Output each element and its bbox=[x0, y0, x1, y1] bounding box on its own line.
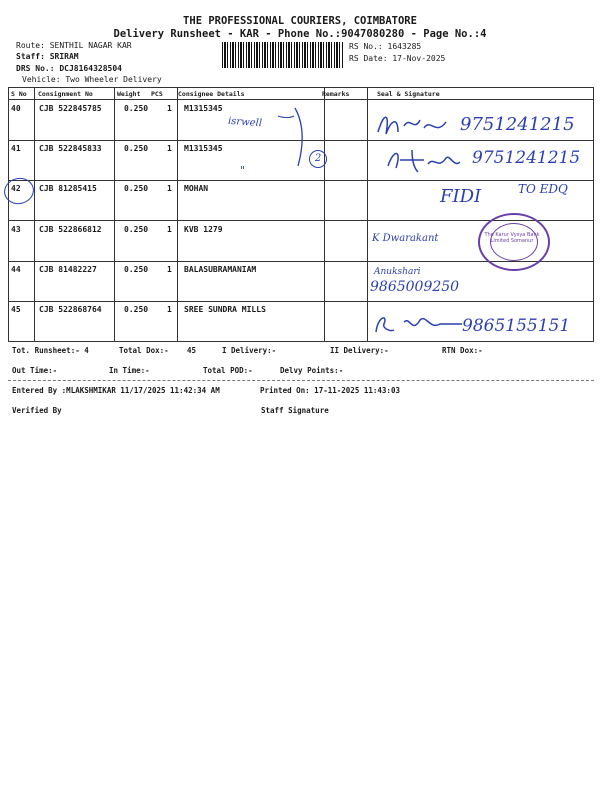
signature-row44: Anukshari bbox=[374, 267, 421, 277]
row-divider bbox=[8, 180, 594, 181]
row-consignee: SREE SUNDRA MILLS bbox=[184, 305, 266, 314]
signature-row42: FIDI bbox=[440, 186, 482, 207]
row-pcs: 1 bbox=[167, 305, 172, 314]
runsheet-subtitle: Delivery Runsheet - KAR - Phone No.:9047080280 - Page No.:4 bbox=[113, 28, 487, 40]
col-header-consignee: Consignee Details bbox=[178, 90, 245, 98]
row-consignee: M1315345 bbox=[184, 104, 223, 113]
total-dox-value: 45 bbox=[187, 346, 197, 355]
col-header-pcs: PCS bbox=[151, 90, 163, 98]
row-consignee: KVB 1279 bbox=[184, 225, 223, 234]
out-time-label: Out Time:- bbox=[12, 366, 58, 375]
row-sno: 43 bbox=[11, 225, 21, 234]
row-sno: 40 bbox=[11, 104, 21, 113]
total-dox-label: Total Dox:- bbox=[119, 346, 169, 355]
row-weight: 0.250 bbox=[124, 144, 149, 153]
row-pcs: 1 bbox=[167, 144, 172, 153]
row-weight: 0.250 bbox=[124, 305, 149, 314]
verified-by-label: Verified By bbox=[12, 406, 62, 415]
total-pod-label: Total POD:- bbox=[203, 366, 253, 375]
table-header-border bbox=[8, 99, 594, 100]
row-consignment-no: CJB 81285415 bbox=[39, 184, 97, 193]
table-bottom-border bbox=[8, 341, 594, 342]
handwritten-mark-row41: 2 bbox=[309, 150, 327, 168]
entered-by: Entered By :MLAKSHMIKAR 11/17/2025 11:42:34 AM bbox=[12, 386, 220, 395]
phone-row44: 9865009250 bbox=[370, 279, 460, 295]
row-consignee: MOHAN bbox=[184, 184, 209, 193]
footer-divider bbox=[8, 380, 594, 381]
col-divider bbox=[177, 87, 178, 341]
signature-phone-row40: 9751241215 bbox=[460, 114, 575, 135]
col-header-weight: Weight bbox=[117, 90, 141, 98]
col-divider bbox=[34, 87, 35, 341]
rs-date-label: RS Date: 17-Nov-2025 bbox=[349, 54, 446, 63]
i-delivery-label: I Delivery:- bbox=[222, 346, 277, 355]
col-divider bbox=[114, 87, 115, 341]
row-weight: 0.250 bbox=[124, 104, 149, 113]
signature-row41 bbox=[384, 146, 464, 176]
row-consignment-no: CJB 81482227 bbox=[39, 265, 97, 274]
barcode bbox=[222, 42, 344, 68]
staff-signature-label: Staff Signature bbox=[261, 406, 329, 415]
rs-no-label: RS No.: 1643285 bbox=[349, 42, 422, 51]
rtn-dox-label: RTN Dox:- bbox=[442, 346, 483, 355]
col-divider bbox=[367, 87, 368, 341]
row-consignment-no: CJB 522868764 bbox=[39, 305, 102, 314]
row-consignment-no: CJB 522845785 bbox=[39, 104, 102, 113]
signature-row43: K Dwarakant bbox=[372, 233, 439, 244]
col-divider bbox=[593, 87, 594, 341]
row-pcs: 1 bbox=[167, 184, 172, 193]
col-header-consignment: Consignment No bbox=[38, 90, 93, 98]
row-sno: 44 bbox=[11, 265, 21, 274]
row-sno: 45 bbox=[11, 305, 21, 314]
col-divider bbox=[8, 87, 9, 341]
handwritten-note-row40: isrwell bbox=[227, 115, 263, 130]
row-sno: 42 bbox=[11, 184, 21, 193]
bank-seal-text: The Karur Vysya Bank Limited Somanur bbox=[484, 232, 540, 244]
route-label: Route: SENTHIL NAGAR KAR bbox=[16, 41, 132, 50]
printed-on: Printed On: 17-11-2025 11:43:03 bbox=[260, 386, 400, 395]
ii-delivery-label: II Delivery:- bbox=[330, 346, 389, 355]
row-pcs: 1 bbox=[167, 104, 172, 113]
signature-phone-row41: 9751241215 bbox=[472, 148, 581, 168]
row-consignee: BALASUBRAMANIAM bbox=[184, 265, 257, 274]
company-title: THE PROFESSIONAL COURIERS, COIMBATORE bbox=[183, 15, 417, 27]
signature-row40 bbox=[374, 108, 454, 142]
row-pcs: 1 bbox=[167, 225, 172, 234]
row-weight: 0.250 bbox=[124, 184, 149, 193]
col-header-remarks: Remarks bbox=[322, 90, 350, 98]
vehicle-label: Vehicle: Two Wheeler Delivery bbox=[22, 75, 162, 84]
table-top-border bbox=[8, 87, 594, 88]
phone-row45: 9865155151 bbox=[462, 316, 571, 336]
row-weight: 0.250 bbox=[124, 225, 149, 234]
delvy-points-label: Delvy Points:- bbox=[280, 366, 344, 375]
row-consignment-no: CJB 522866812 bbox=[39, 225, 102, 234]
col-header-sno: S No bbox=[11, 90, 27, 98]
total-runsheet: Tot. Runsheet:- 4 bbox=[12, 346, 89, 355]
row-sno: 41 bbox=[11, 144, 21, 153]
row-consignment-no: CJB 522845833 bbox=[39, 144, 102, 153]
row-weight: 0.250 bbox=[124, 265, 149, 274]
remark-row42: TO EDQ bbox=[518, 182, 568, 196]
in-time-label: In Time:- bbox=[109, 366, 150, 375]
row-pcs: 1 bbox=[167, 265, 172, 274]
signature-row45 bbox=[370, 310, 470, 338]
row-divider bbox=[8, 301, 594, 302]
col-header-seal-signature: Seal & Signature bbox=[377, 90, 440, 98]
handwritten-ditto-mark: " bbox=[240, 164, 246, 177]
row-consignee: M1315345 bbox=[184, 144, 223, 153]
staff-label: Staff: SRIRAM bbox=[16, 52, 79, 61]
drs-no-label: DRS No.: DCJ8164328504 bbox=[16, 64, 122, 73]
